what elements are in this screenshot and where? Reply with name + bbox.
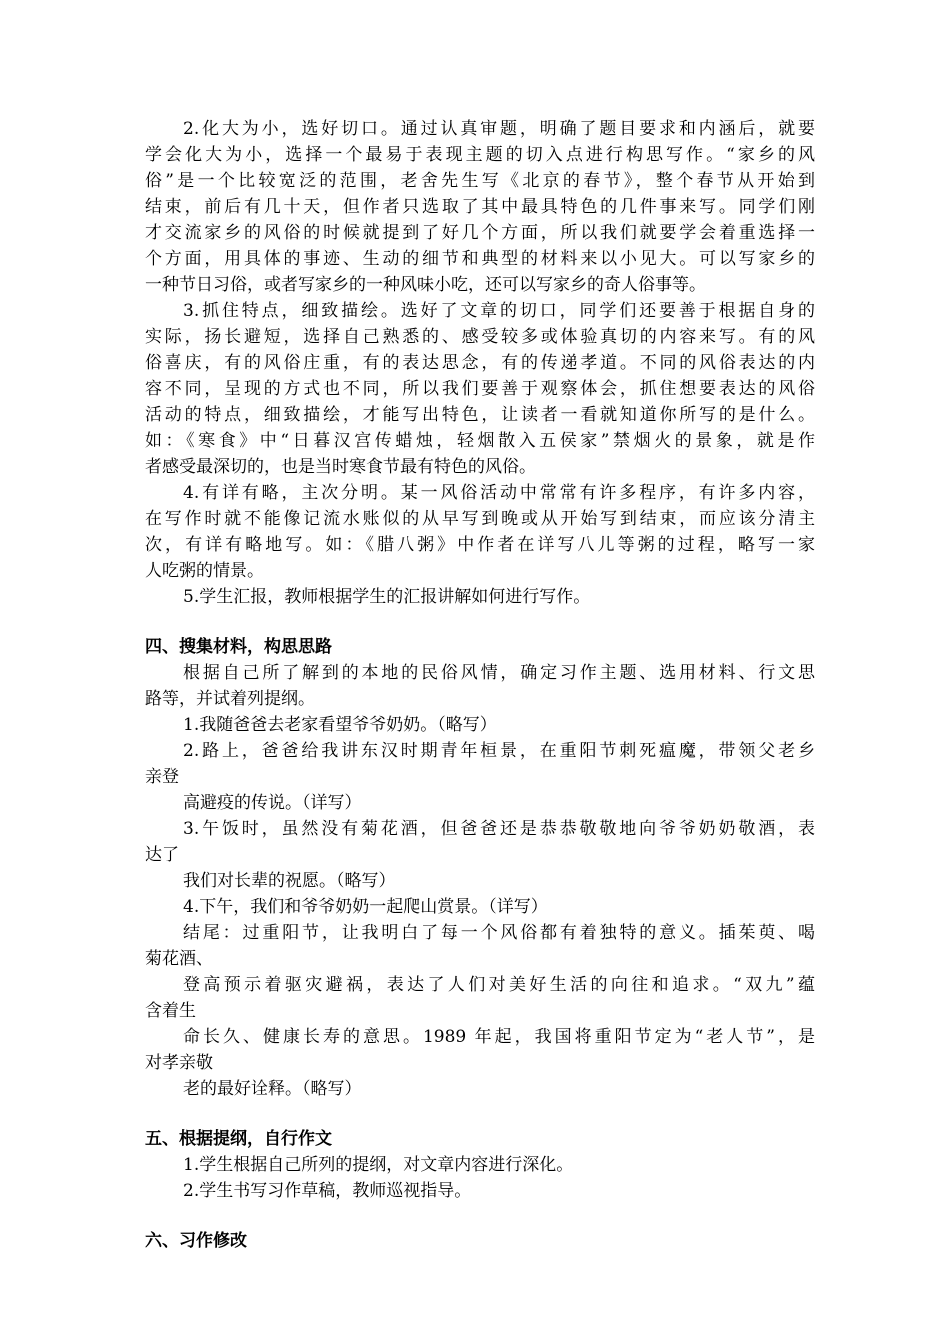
section-heading-5: 五、根据提纲，自行作文 [145,1129,332,1149]
paragraph-line: 命长久、健康长寿的意思。1989 年起，我国将重阳节定为“老人节”，是 [183,1027,815,1047]
paragraph-line: 5.学生汇报，教师根据学生的汇报讲解如何进行写作。 [183,587,591,607]
paragraph-line: 学会化大为小，选择一个最易于表现主题的切入点进行构思写作。“家乡的风 [145,145,815,165]
paragraph-line: 老的最好诠释。（略写） [183,1079,362,1099]
paragraph-line: 登高预示着驱灾避祸，表达了人们对美好生活的向往和追求。“双九”蕴 [183,975,815,995]
outline-item: 4.下午，我们和爷爷奶奶一起爬山赏景。（详写） [183,897,548,917]
paragraph-line: 高避疫的传说。（详写） [183,793,362,813]
paragraph-line: 才交流家乡的风俗的时候就提到了好几个方面，所以我们就要学会着重选择一 [145,223,815,243]
paragraph-line: 俗”是一个比较宽泛的范围，老舍先生写《北京的春节》，整个春节从开始到 [145,171,815,191]
paragraph-line: 人吃粥的情景。 [145,561,264,581]
paragraph-line: 实际，扬长避短，选择自己熟悉的、感受较多或体验真切的内容来写。有的风 [145,327,815,347]
outline-item: 2.学生书写习作草稿，教师巡视指导。 [183,1181,472,1201]
outline-item: 1.学生根据自己所列的提纲，对文章内容进行深化。 [183,1155,574,1175]
outline-item: 1.我随爸爸去老家看望爷爷奶奶。（略写） [183,715,497,735]
paragraph-line: 一种节日习俗，或者写家乡的一种风味小吃，还可以写家乡的奇人俗事等。 [145,275,706,295]
paragraph-line: 次，有详有略地写。如：《腊八粥》中作者在详写八儿等粥的过程，略写一家 [145,535,815,555]
paragraph-line: 活动的特点，细致描绘，才能写出特色，让读者一看就知道你所写的是什么。 [145,405,815,425]
outline-item: 结尾：过重阳节，让我明白了每一个风俗都有着独特的意义。插茱萸、喝 [183,923,815,943]
paragraph-line: 如：《寒食》中“日暮汉宫传蜡烛，轻烟散入五侯家”禁烟火的景象，就是作 [145,431,815,451]
outline-item: 3.午饭时，虽然没有菊花酒，但爸爸还是恭恭敬敬地向爷爷奶奶敬酒，表 [183,819,815,839]
paragraph-line: 个方面，用具体的事迹、生动的细节和典型的材料来以小见大。可以写家乡的 [145,249,815,269]
paragraph-line: 2.化大为小，选好切口。通过认真审题，明确了题目要求和内涵后，就要 [183,119,815,139]
paragraph-line: 达了 [145,845,179,865]
paragraph-line: 含着生 [145,1001,196,1021]
section-heading-4: 四、搜集材料，构思思路 [145,637,332,657]
paragraph-line: 亲登 [145,767,179,787]
paragraph-line: 菊花酒、 [145,949,213,969]
paragraph-line: 我们对长辈的祝愿。（略写） [183,871,396,891]
paragraph-line: 结束，前后有几十天，但作者只选取了其中最具特色的几件事来写。同学们刚 [145,197,815,217]
paragraph-line: 4.有详有略，主次分明。某一风俗活动中常常有许多程序，有许多内容， [183,483,815,503]
paragraph-line: 对孝亲敬 [145,1053,213,1073]
paragraph-line: 3.抓住特点，细致描绘。选好了文章的切口，同学们还要善于根据自身的 [183,301,815,321]
section-heading-6: 六、习作修改 [145,1231,247,1251]
paragraph-line: 者感受最深切的，也是当时寒食节最有特色的风俗。 [145,457,536,477]
outline-item: 2.路上，爸爸给我讲东汉时期青年桓景，在重阳节刺死瘟魔，带领父老乡 [183,741,815,761]
paragraph-line: 在写作时就不能像记流水账似的从早写到晚或从开始写到结束，而应该分清主 [145,509,815,529]
paragraph-line: 俗喜庆，有的风俗庄重，有的表达思念，有的传递孝道。不同的风俗表达的内 [145,353,815,373]
paragraph-line: 路等，并试着列提纲。 [145,689,315,709]
paragraph-line: 容不同，呈现的方式也不同，所以我们要善于观察体会，抓住想要表达的风俗 [145,379,815,399]
paragraph-line: 根据自己所了解到的本地的民俗风情，确定习作主题、选用材料、行文思 [183,663,815,683]
